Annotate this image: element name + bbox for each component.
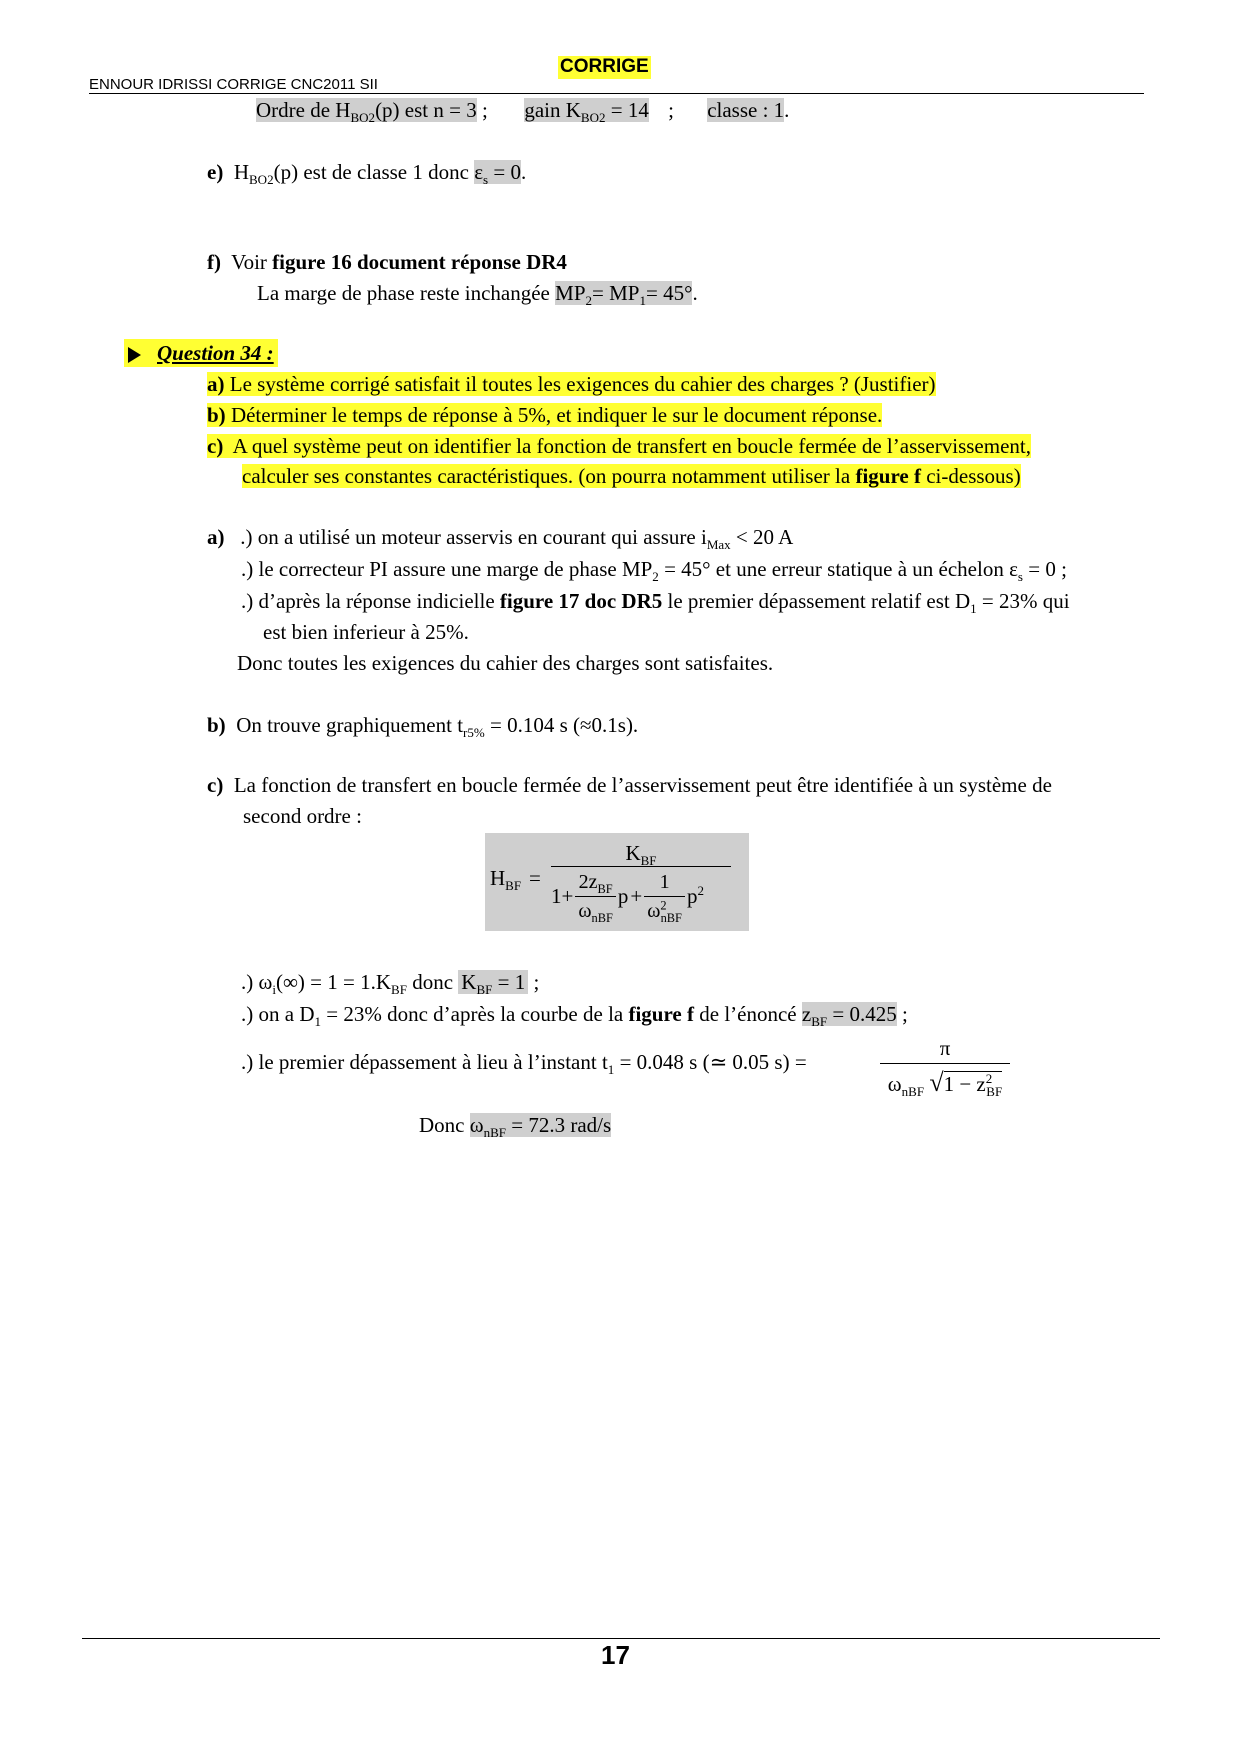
zbf-line: .) on a $D_1 = 23\%$ donc d’après la courbe de la figure f de l’énoncé $z_{BF} = 0.425$ ; — [241, 1002, 908, 1030]
answer-a-line1: a) .) on a utilisé un moteur asservis en courant qui assure $i_{Max} < 20$ A — [207, 525, 794, 553]
answer-a-line2: .) le correcteur PI assure une marge de phase $MP_2 = 45^\circ$ et une erreur statique à un échelon $\varepsilon_s = 0$ ; — [241, 557, 1067, 585]
transfer-function-formula: $H_{BF}$ = $K_{BF}$ 1+ $\frac{2z_{BF}}{\omega_{nBF}}$ p + $\frac{1}{\omega^2_{nBF}}$ $p^2$ — [485, 833, 749, 931]
answer-b: b) On trouve graphiquement $t_{r5\%} = 0.104$ s (≈0.1s). — [207, 713, 639, 741]
order-line: Ordre de $H_{BO2}(p)$ est n = 3 ; gain $K_{BO2} = 14$ ; classe : 1. — [256, 98, 790, 126]
footer-rule — [82, 1638, 1160, 1639]
answer-a-line4: est bien inferieur à 25%. — [263, 620, 469, 644]
answer-a-line3: .) d’après la réponse indicielle figure 17 doc DR5 le premier dépassement relatif est $D_1 = 23\%$ qui — [241, 589, 1070, 617]
kbf-line: .) $\omega_i(\infty) = 1 = 1.K_{BF}$ donc $K_{BF} = 1$ ; — [241, 970, 540, 998]
part-e: e) $H_{BO2}(p)$ est de classe 1 donc $\varepsilon_s = 0$. — [207, 160, 527, 188]
phase-margin-line: La marge de phase reste inchangée $MP_2= MP_1= 45^\circ$. — [257, 281, 698, 309]
t1-line: .) le premier dépassement à lieu à l’instant $t_1 = 0.048$ s (≃ 0.05 s) = — [241, 1050, 807, 1078]
omega-result-line: Donc $\omega_{nBF} = 72.3$ rad/s — [419, 1113, 612, 1141]
answer-c-line2: second ordre : — [243, 804, 362, 828]
part-f: f) Voir figure 16 document réponse DR4 — [207, 250, 567, 274]
question-a: a) Le système corrigé satisfait il toutes les exigences du cahier des charges ? (Justifier) — [207, 372, 936, 396]
page-number: 17 — [601, 1640, 630, 1670]
arrow-bullet-icon — [128, 347, 141, 363]
question-c: c) A quel système peut on identifier la fonction de transfert en boucle fermée de l’asservissement, — [207, 434, 1031, 458]
header-left: ENNOUR IDRISSI CORRIGE CNC2011 SII — [89, 76, 378, 93]
question-b: b) Déterminer le temps de réponse à 5%, et indiquer le sur le document réponse. — [207, 403, 883, 427]
question-34: Question 34 : — [124, 341, 278, 366]
corrige-badge: CORRIGE — [560, 56, 649, 77]
question-c-cont: calculer ses constantes caractéristiques. (on pourra notamment utiliser la figure f ci-dessous) — [242, 464, 1021, 488]
answer-c-line1: c) La fonction de transfert en boucle fermée de l’asservissement peut être identifiée à un système de — [207, 773, 1052, 797]
header-rule — [89, 93, 1144, 94]
answer-a-conclusion: Donc toutes les exigences du cahier des charges sont satisfaites. — [237, 651, 774, 675]
t1-fraction: π $\omega_{nBF}$ $√1 - z^2_{BF}$ — [880, 1036, 1010, 1098]
